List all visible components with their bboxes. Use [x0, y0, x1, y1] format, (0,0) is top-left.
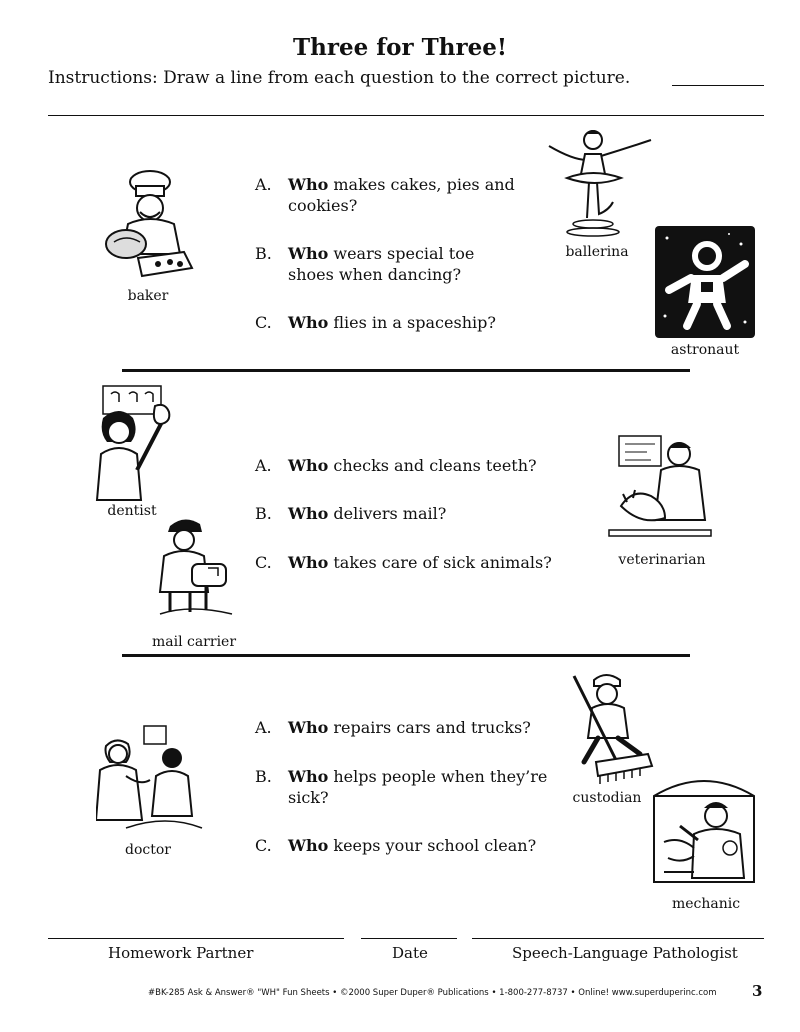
- slp-label: Speech-Language Pathologist: [512, 944, 738, 962]
- caption-veterinarian: veterinarian: [618, 552, 706, 568]
- veterinarian-icon[interactable]: [607, 432, 713, 548]
- caption-custodian: custodian: [572, 790, 642, 806]
- ballerina-icon[interactable]: [545, 126, 655, 238]
- instructions-underline: [672, 85, 764, 86]
- caption-astronaut: astronaut: [670, 342, 740, 358]
- doctor-icon[interactable]: [96, 724, 204, 836]
- dentist-icon[interactable]: [95, 384, 173, 502]
- caption-baker: baker: [127, 288, 169, 304]
- astronaut-icon[interactable]: [655, 226, 755, 338]
- date-line[interactable]: [361, 938, 457, 939]
- caption-ballerina: ballerina: [565, 244, 629, 260]
- homework-partner-label: Homework Partner: [108, 944, 254, 962]
- mechanic-icon[interactable]: [650, 776, 756, 892]
- caption-mechanic: mechanic: [671, 896, 741, 912]
- caption-doctor: doctor: [125, 842, 171, 858]
- slp-line[interactable]: [472, 938, 764, 939]
- homework-partner-line[interactable]: [48, 938, 344, 939]
- mail-carrier-icon[interactable]: [150, 516, 242, 620]
- section-divider-2: [122, 654, 690, 657]
- caption-dentist: dentist: [107, 503, 157, 519]
- instructions: Instructions: Draw a line from each question to the correct picture.: [48, 68, 631, 88]
- caption-mail-carrier: mail carrier: [151, 634, 237, 650]
- custodian-icon[interactable]: [562, 672, 658, 788]
- baker-icon[interactable]: [98, 168, 194, 286]
- date-label: Date: [392, 944, 428, 962]
- page-title: Three for Three!: [293, 34, 507, 61]
- footer-credit: #BK-285 Ask & Answer® "WH" Fun Sheets • ©2000 Super Duper® Publications • 1-800-277-8737 • Online! www.superduperinc.com: [148, 988, 717, 998]
- page-number: 3: [752, 982, 763, 1000]
- section-divider-1: [122, 369, 690, 372]
- header-rule: [48, 115, 764, 116]
